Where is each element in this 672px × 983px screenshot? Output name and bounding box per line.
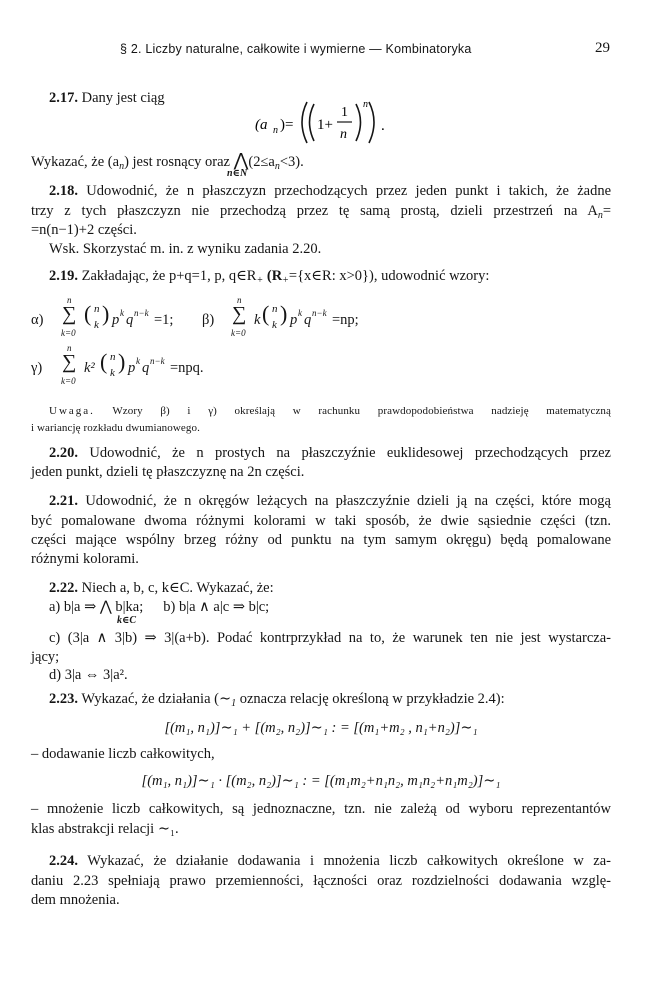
fraction-numerator: 1 (341, 105, 348, 120)
note-line2: i wariancję rozkładu dwumianowego. (31, 422, 200, 434)
problem-2-24-line3: dem mnożenia. (31, 892, 120, 908)
problem-2-20-line1: 2.20. Udowodnić, że n prostych na płaszczyźnie euklidesowej przechodzących przez (49, 445, 611, 461)
formula-beta: β) n ∑ k=0 k ( n k ) p k q n−k =np; (202, 295, 359, 338)
problem-2-18-line1: 2.18. Udowodnić, że n płaszczyzn przechodzących przez jeden punkt i takich, że żadne (49, 183, 612, 199)
problem-2-21-line3: części mające wspólny brzeg różny od punktu na tym samym okręgu) będą pomalowane (31, 532, 611, 548)
problem-2-23-line1: 2.23. Wykazać, że działania ($\sim_1$ oznacza relację określoną w przykładzie 2.4): (49, 691, 505, 709)
problem-text: Dany jest ciąg (81, 90, 165, 106)
inner-left-paren (310, 104, 315, 141)
multiplication-line2: klas abstrakcji relacji ∼₁. (31, 821, 179, 837)
page-number: 29 (595, 40, 610, 56)
problem-2-18-hint: Wsk. Skorzystać m. in. z wyniku zadania 2.20. (49, 241, 322, 257)
problem-number: 2.17. (49, 90, 78, 106)
fraction-denominator: n (340, 127, 347, 142)
problem-2-22-line1: 2.22. Niech a, b, c, k∈C. Wykazać, że: (49, 580, 274, 596)
addition-formula: [(m₁, n₁)]∼₁ + [(m₂, n₂)]∼₁ : = [(m₁+m₂ , n₁+n₂)]∼₁ (164, 720, 478, 736)
problem-2-22-c: c) (3|a ∧ 3|b) ⇒ 3|(a+b). Podać kontrprzykład na to, że warunek ten nie jest wystarcza- (49, 630, 611, 646)
problem-2-18-line2: trzy z tych płaszczyzn nie przechodzą przez tę samą prostą, dzieli przestrzeń na $A_n=$ (31, 203, 611, 221)
addition-label: – dodawanie liczb całkowitych, (31, 746, 215, 762)
problem-2-18-line3: =n(n−1)+2 części. (31, 222, 137, 238)
running-header: § 2. Liczby naturalne, całkowite i wymierne — Kombinatoryka (120, 42, 472, 56)
problem-2-24-line1: 2.24. Wykazać, że działanie dodawania i mnożenia liczb całkowitych określone w za- (49, 853, 611, 869)
sum-symbol: ∑ (62, 303, 77, 325)
quantifier-subscript: n∈N (227, 168, 248, 179)
formula-alpha: α) n ∑ k=0 ( n k ) p k q n−k =1; (31, 295, 174, 338)
big-and-symbol: ⋀ (233, 150, 249, 170)
formula-lhs-subscript: n (273, 125, 278, 136)
problem-2-22-c-cont: jący; (31, 649, 60, 665)
outer-left-paren (302, 102, 307, 143)
inner-right-paren (356, 104, 361, 141)
problem-2-21-line1: 2.21. Udowodnić, że n okręgów leżących na płaszczyźnie dzieli ją na części, które mogą (49, 493, 611, 509)
multiplication-line1: – mnożenie liczb całkowitych, są jednoznaczne, tzn. nie zależą od wyboru reprezentantów (31, 801, 611, 817)
problem-2-21-line2: być pomalowane dwoma różnymi kolorami w taki sposób, że dwie sąsiednie części (tzn. (31, 513, 611, 529)
svg-text:.: . (381, 118, 385, 134)
one-plus: 1+ (317, 117, 333, 133)
formula-lhs: (a (255, 117, 268, 133)
problem-2-19-line1: 2.19. Zakładając, że p+q=1, p, $q\in R_+$ ($R_+=\{x\in R$: x>0}), udowodnić wzory: (49, 268, 490, 286)
exponent-n: n (363, 99, 368, 110)
multiplication-formula: [(m₁, n₁)]∼₁ · [(m₂, n₂)]∼₁ : = [(m₁m₂+n₁n₂, m₁n₂+n₁m₂)]∼₁ (141, 773, 501, 789)
outer-right-paren (369, 102, 374, 143)
problem-2-24-line2: daniu 2.23 spełniają prawo przemienności, łączności oraz rozdzielności dodawania wzglę- (31, 873, 611, 889)
problem-2-22-d: d) 3|a ⇔ 3|a². (49, 667, 128, 683)
formula-equals: )= (280, 117, 294, 133)
sequence-formula (255, 96, 425, 148)
note-line1: Uwaga. Wzory β) i γ) określają w rachunku prawdopodobieństwa nadzieję matematyczną (49, 405, 612, 417)
problem-2-20-line2: jeden punkt, dzieli tę płaszczyznę na 2n części. (31, 464, 305, 480)
problem-2-17-claim: Wykazać, że $(a_n)$ jest rosnący oraz $⋀(2\le a_n<3)$. (31, 150, 304, 172)
formula-gamma: γ) n ∑ k=0 k² ( n k ) p k q n−k =npq. (31, 343, 204, 386)
quantifier-subscript-kc: k∈C (117, 615, 137, 626)
problem-2-21-line4: różnymi kolorami. (31, 551, 139, 567)
problem-2-22-a: a) b|a ⇒ ⋀ b|ka; b) b|a ∧ a|c ⇒ b|c; (49, 599, 270, 615)
